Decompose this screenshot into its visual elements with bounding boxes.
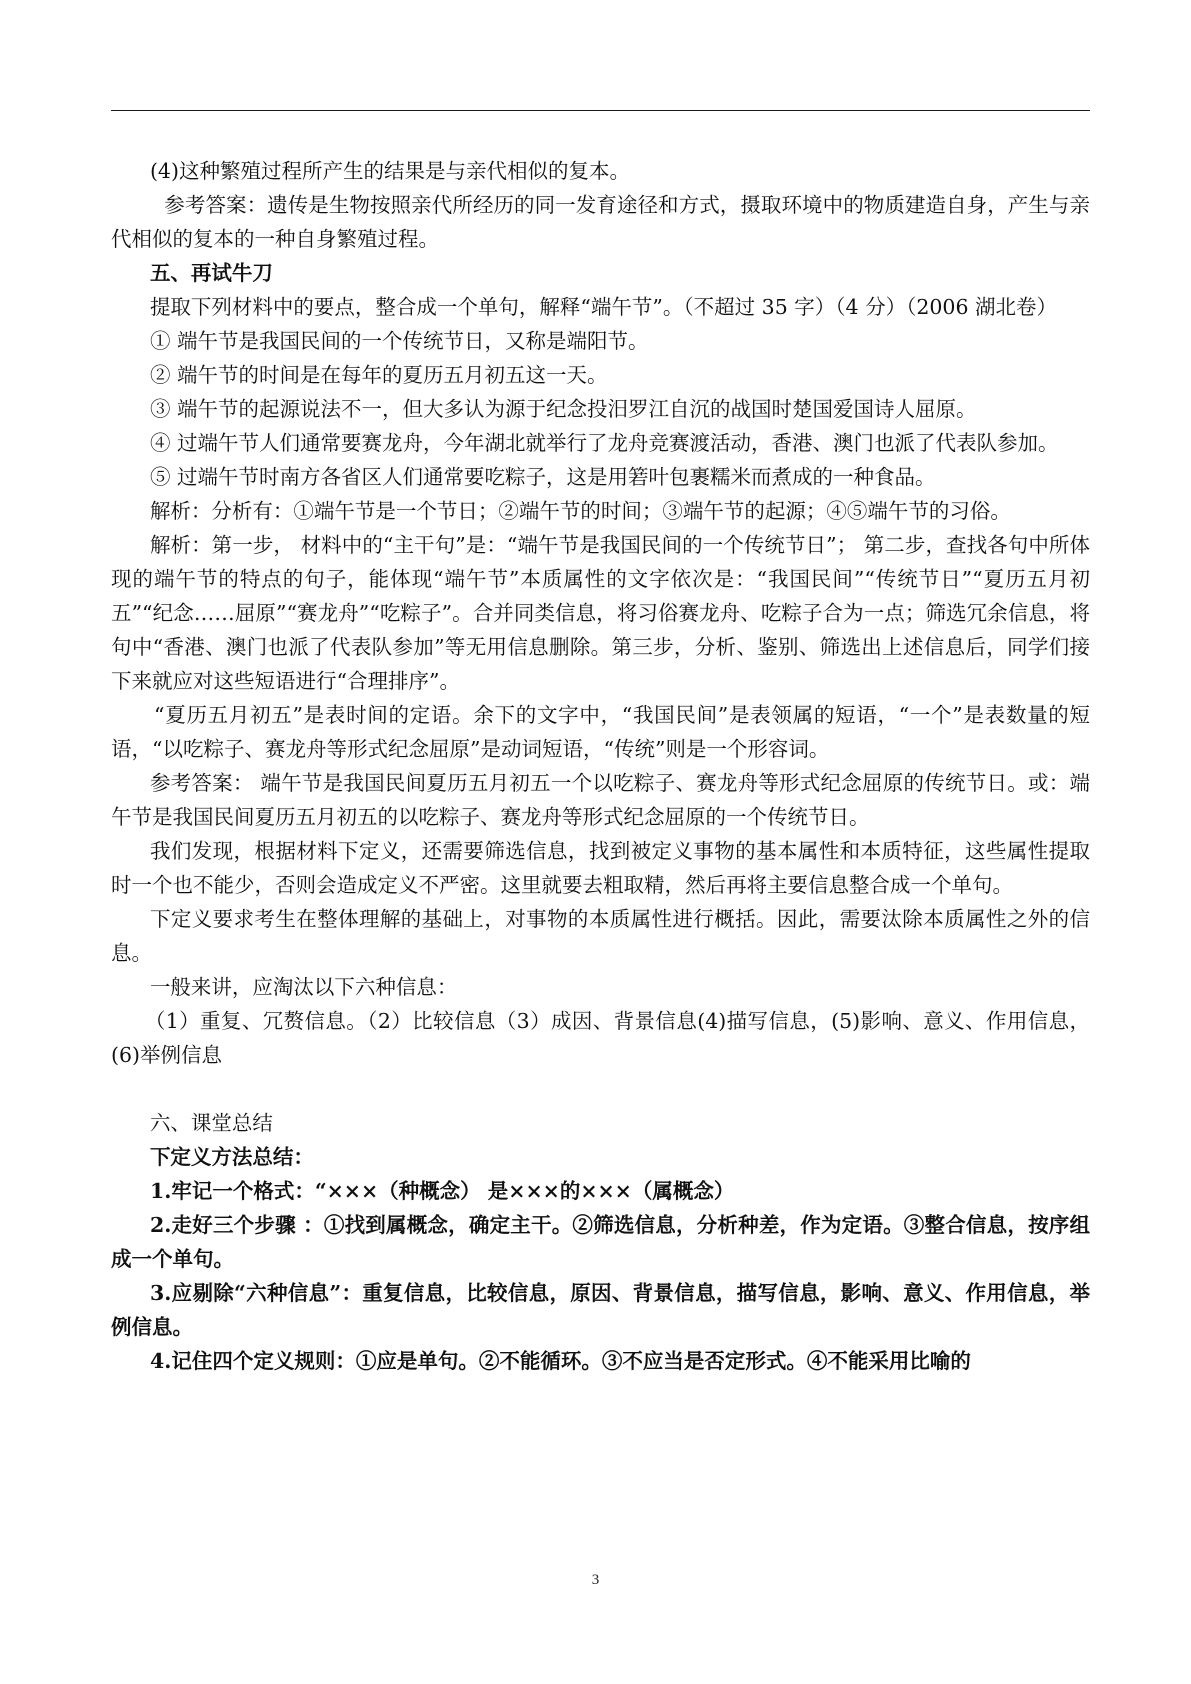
analysis-summary: 解析：分析有：①端午节是一个节日；②端午节的时间；③端午节的起源；④⑤端午节的习俗。	[149, 499, 1011, 523]
analysis-phrase-order: “夏历五月初五”是表时间的定语。余下的文字中，“我国民间”是表领属的短语，“一个”是表数量的短语，“以吃粽子、赛龙舟等形式纪念屈原”是动词短语，“传统”则是一个形容词。	[111, 703, 1090, 761]
summary-point-2: 2.走好三个步骤 ：①找到属概念，确定主干。②筛选信息，分析种差，作为定语。③整合信息，按序组成一个单句。	[111, 1213, 1090, 1271]
material-item-1: ① 端午节是我国民间的一个传统节日，又称是端阳节。	[149, 329, 649, 353]
exercise-instruction: 提取下列材料中的要点，整合成一个单句，解释“端午节”。（不超过 35 字）（4 分）（2006 湖北卷）	[149, 295, 1058, 319]
document-body	[111, 154, 1090, 1378]
material-item-4: ④ 过端午节人们通常要赛龙舟，今年湖北就举行了龙舟竞赛渡活动，香港、澳门也派了代表队参加。	[149, 431, 1059, 455]
definition-requirement: 下定义要求考生在整体理解的基础上，对事物的本质属性进行概括。因此，需要汰除本质属性之外的信息。	[111, 907, 1090, 965]
reference-answer-heredity: 参考答案：遗传是生物按照亲代所经历的同一发育途径和方式，摄取环境中的物质建造自身，产生与亲代相似的复本的一种自身繁殖过程。	[111, 193, 1090, 251]
reference-answer-duanwu: 参考答案： 端午节是我国民间夏历五月初五一个以吃粽子、赛龙舟等形式纪念屈原的传统节日。或：端午节是我国民间夏历五月初五的以吃粽子、赛龙舟等形式纪念屈原的一个传统节日。	[111, 771, 1090, 829]
material-item-2: ② 端午节的时间是在每年的夏历五月初五这一天。	[149, 363, 608, 387]
section-heading-5: 五、再试牛刀	[149, 261, 273, 285]
analysis-steps: 解析：第一步， 材料中的“主干句”是：“端午节是我国民间的一个传统节日”； 第二步，查找各句中所体现的端午节的特点的句子，能体现“端午节”本质属性的文字依次是：“我国民间”“传统节日”“夏历五月初五”“纪念……屈原”“赛龙舟”“吃粽子”。合并同类信息，将习俗赛龙舟、吃粽子合为一点；筛选冗余信息，将句中“香港、澳门也派了代表队参加”等无用信息删除。第三步，分析、鉴别、筛选出上述信息后，同学们接下来就应对这些短语进行“合理排序”。	[111, 533, 1090, 693]
observation-paragraph: 我们发现，根据材料下定义，还需要筛选信息，找到被定义事物的基本属性和本质特征，这些属性提取时一个也不能少，否则会造成定义不严密。这里就要去粗取精，然后再将主要信息整合成一个单句。	[111, 839, 1090, 897]
summary-point-3: 3.应剔除“六种信息”：重复信息，比较信息，原因、背景信息，描写信息，影响、意义、作用信息，举例信息。	[111, 1281, 1090, 1339]
elimination-intro: 一般来讲，应淘汰以下六种信息：	[149, 975, 458, 999]
summary-title: 下定义方法总结：	[149, 1145, 314, 1169]
elimination-list: （1）重复、冗赘信息。（2）比较信息（3）成因、背景信息(4)描写信息，(5)影响、意义、作用信息，(6)举例信息	[111, 1009, 1090, 1067]
header-rule	[111, 110, 1090, 111]
paragraph-item-4: (4)这种繁殖过程所产生的结果是与亲代相似的复本。	[149, 159, 630, 183]
summary-point-4: 4.记住四个定义规则：①应是单句。②不能循环。③不应当是否定形式。④不能采用比喻的	[149, 1349, 971, 1373]
material-item-3: ③ 端午节的起源说法不一，但大多认为源于纪念投汨罗江自沉的战国时楚国爱国诗人屈原。	[149, 397, 977, 421]
section-heading-6: 六、课堂总结	[149, 1111, 273, 1135]
page-number: 3	[591, 1572, 600, 1588]
summary-point-1: 1.牢记一个格式：“×××（种概念） 是×××的×××（属概念）	[149, 1179, 735, 1203]
material-item-5: ⑤ 过端午节时南方各省区人们通常要吃粽子，这是用箬叶包裹糯米而煮成的一种食品。	[149, 465, 936, 489]
blank-line	[111, 1072, 1090, 1106]
